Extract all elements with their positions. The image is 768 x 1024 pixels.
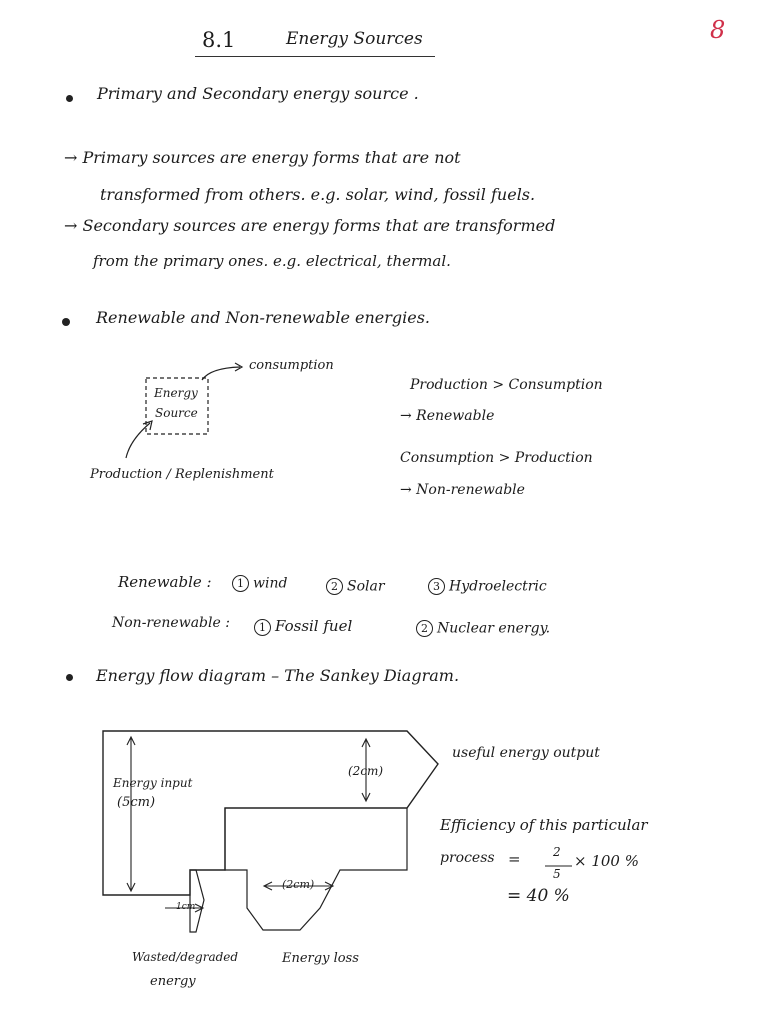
box-label-line2: Source — [155, 406, 198, 420]
renewable-item-1: 1 wind — [232, 575, 287, 592]
rule-renewable: Production > Consumption — [410, 377, 603, 393]
secondary-def-line1: → Secondary sources are energy forms that are transformed — [64, 216, 556, 235]
production-label: Production / Replenishment — [90, 467, 274, 482]
renewable-item-3: 3 Hydroelectric — [428, 578, 547, 595]
section3-heading: Energy flow diagram – The Sankey Diagram. — [96, 666, 460, 685]
primary-def-line2: transformed from others. e.g. solar, wind, fossil fuels. — [100, 185, 536, 204]
secondary-def-line2: from the primary ones. e.g. electrical, thermal. — [93, 252, 451, 270]
section1-heading: Primary and Secondary energy source . — [97, 84, 419, 103]
rule-renewable-result: → Renewable — [400, 408, 495, 424]
renewable-item-2: 2 Solar — [326, 578, 385, 595]
primary-def-line1: → Primary sources are energy forms that are not — [64, 148, 461, 167]
efficiency-equals: = — [508, 850, 521, 868]
rule-nonrenewable: Consumption > Production — [400, 450, 593, 466]
energy-input-label: Energy input — [113, 776, 193, 790]
nonrenewable-label: Non-renewable : — [112, 615, 230, 631]
nonrenewable-item-2: 2 Nuclear energy. — [416, 620, 550, 637]
useful-size-label: (2cm) — [348, 764, 384, 778]
efficiency-times: × 100 % — [574, 852, 639, 870]
section-number: 8.1 — [202, 28, 236, 52]
sankey-wasted-branch — [190, 870, 204, 932]
wasted-energy-label-line2: energy — [150, 974, 196, 989]
section2-heading: Renewable and Non-renewable energies. — [96, 308, 431, 327]
energy-loss-label: Energy loss — [282, 951, 359, 966]
page-title: Energy Sources — [286, 29, 423, 49]
efficiency-process: process — [440, 850, 495, 866]
box-label-line1: Energy — [154, 386, 198, 400]
consumption-label: consumption — [249, 358, 334, 373]
efficiency-result: = 40 % — [507, 886, 570, 906]
energy-input-size: (5cm) — [117, 795, 156, 810]
wasted-size-label: 1cm — [176, 902, 196, 912]
page-number: 8 — [710, 16, 726, 44]
efficiency-line1: Efficiency of this particular — [440, 816, 648, 834]
rule-nonrenewable-result: → Non-renewable — [400, 482, 525, 498]
sankey-loss-branch — [225, 808, 407, 930]
useful-output-label: useful energy output — [452, 745, 600, 761]
efficiency-denominator: 5 — [553, 867, 561, 881]
renewable-label: Renewable : — [118, 573, 212, 591]
wasted-energy-label-line1: Wasted/degraded — [132, 950, 239, 964]
loss-size-label: (2cm) — [282, 878, 315, 891]
efficiency-numerator: 2 — [553, 845, 561, 859]
nonrenewable-item-1: 1 Fossil fuel — [254, 617, 352, 636]
